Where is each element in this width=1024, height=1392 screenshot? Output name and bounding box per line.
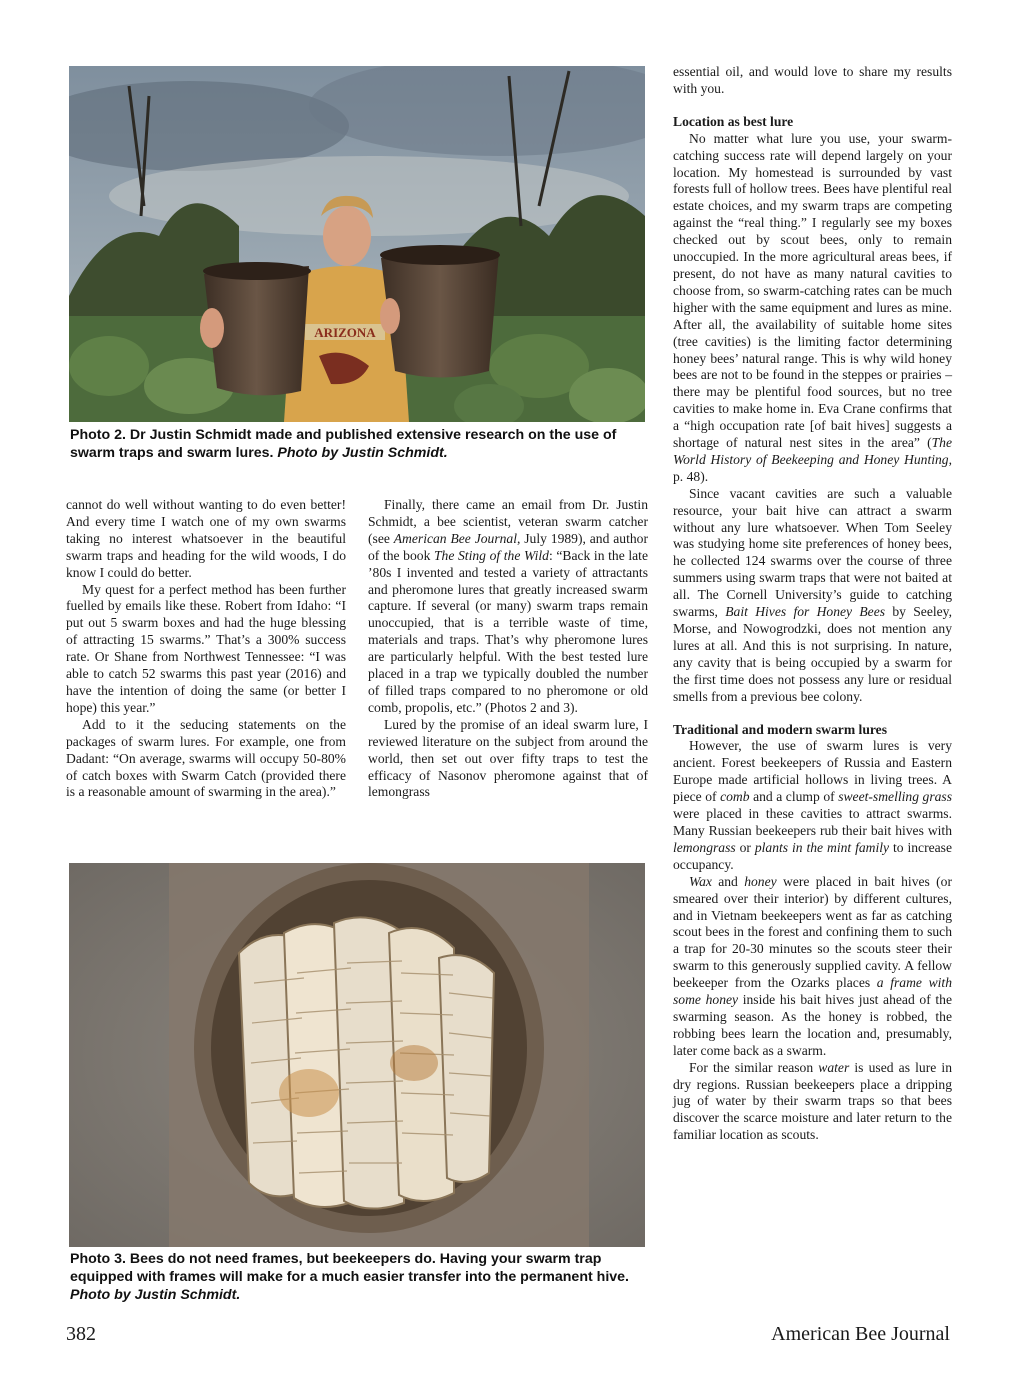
shirt-text: ARIZONA bbox=[314, 325, 376, 340]
col3-p2-text-a: Since vacant cavities are such a valuable resource, your bait hive can attract a swarm without any lure whatsoever. When Tom Seeley was studying home site preferences of honey bees, he collected 124 swarms over the course of three summers using swarm traps that were not baited at all. The Cornell University’s guide to catching swarms, bbox=[673, 485, 952, 620]
heading-traditional-modern-lures: Traditional and modern swarm lures bbox=[673, 721, 887, 737]
photo-2-swarm-traps bbox=[69, 66, 645, 422]
col3-paragraph-2 bbox=[673, 486, 952, 706]
col3-p2-book-ref: Bait Hives for Honey Bees bbox=[725, 604, 886, 620]
col3-p3-text-a: However, the use of swarm lures is very ancient. Forest beekeepers of Russia and Eastern Europe made artificial hollows in living trees. A piece of bbox=[673, 738, 952, 805]
col3-p4-wax: Wax bbox=[689, 873, 712, 889]
col2-paragraph-1 bbox=[368, 497, 648, 717]
photo-2-image bbox=[69, 66, 645, 422]
photo-3-credit: Photo by Justin Schmidt. bbox=[70, 1287, 241, 1304]
col3-p5-text-b: is used as lure in dry regions. Russian beekeepers place a dripping jug of water by their swarm traps so that bees discover the scarce moisture and later return to the familiar location as scouts. bbox=[673, 1059, 952, 1143]
col3-paragraph-0: essential oil, and would love to share my results with you. bbox=[673, 64, 952, 96]
col3-p4-text-b: were placed in bait hives (or smeared over their interior) by different cultures, and in Vietnam beekeepers went as far as catching scout bees in the forest and confining them to such a trap for 20-30 minutes so the scouts steer their swarm to this generously supplied cavity. A fellow beekeeper from the Ozarks places bbox=[673, 873, 952, 991]
col2-p1-book: The Sting of the Wild bbox=[434, 547, 549, 563]
col2-p1-text-a: Finally, there came an email from Dr. Justin Schmidt, a bee scientist, veteran swarm catcher (see bbox=[368, 497, 648, 546]
col3-p4-honey: honey bbox=[744, 873, 777, 889]
photo-3-image bbox=[69, 863, 645, 1247]
col3-p4-text-a: and bbox=[711, 873, 745, 889]
column-2 bbox=[368, 497, 648, 801]
col1-paragraph-1: cannot do well without wanting to do even better! And every time I watch one of my own swarms taking no interest whatsoever in the beautiful swarm traps and heading for the wild woods, I do know I could do better. bbox=[66, 497, 346, 580]
col3-p1-text-a: No matter what lure you use, your swarm-catching success rate will depend largely on your location. My homestead is surrounded by vast forests full of hollow trees. Bees have plentiful real estate choices, and my swarm traps are competing against the “real thing.” I regularly see my boxes checked out by scout bees, only to remain unoccupied. In the more agricultural areas bees, if present, do not have as many natural cavities to choose from, so swarm-catching rates can be much higher with the same equipment and lures as mine. After all, the availability of suitable home sites (tree cavities) is the limiting factor determining honey bees’ natural range. This is why wild honey bees are not to be found in the steppes or prairies – there may be plentiful food sources, but no tree cavities to make home in. Eva Crane confirms that a “high occupation rate [of bait hives] suggests a shortage of natural nest sites in the area” ( bbox=[673, 130, 952, 451]
col3-paragraph-3 bbox=[673, 738, 952, 873]
photo-3-caption-text: Photo 3. Bees do not need frames, but beekeepers do. Having your swarm trap equipped with frames will make for a much easier transfer into the permanent hive. bbox=[70, 1251, 629, 1286]
col3-p3-comb: comb bbox=[720, 789, 750, 805]
col3-p3-text-c: were placed in these cavities to attract swarms. Many Russian beekeepers rub their bait hives with bbox=[673, 806, 952, 838]
col3-p3-text-b: and a clump of bbox=[749, 789, 839, 805]
photo-2-caption-text: Photo 2. Dr Justin Schmidt made and published extensive research on the use of swarm traps and swarm lures. bbox=[70, 427, 617, 462]
col3-p1-text-b: , p. 48). bbox=[673, 451, 952, 484]
col3-p1-book-ref: The World History of Beekeeping and Honey Hunting bbox=[673, 435, 952, 467]
col3-paragraph-4 bbox=[673, 874, 952, 1060]
photo-2-credit: Photo by Justin Schmidt. bbox=[277, 445, 448, 462]
col3-p3-lemongrass: lemongrass bbox=[673, 839, 736, 855]
col3-p4-frame: a frame with some honey bbox=[673, 975, 952, 1008]
photo-2-caption bbox=[70, 426, 650, 462]
col3-p3-mint: plants in the mint family bbox=[754, 839, 890, 855]
page-number: 382 bbox=[66, 1323, 96, 1345]
photo-3-comb-in-trap bbox=[69, 863, 645, 1247]
col3-p3-grass: sweet-smelling grass bbox=[838, 789, 952, 805]
col2-p1-text-b: , July 1989), and author of the book bbox=[368, 530, 648, 563]
col2-p1-text-c: : “Back in the late ’80s I invented and tested a variety of attractants and pheromone lures that greatly increased swarm capture. If several (or many) swarm traps remain unoccupied, that is a terrible waste of time, materials and traps. That’s why pheromone lures are particularly helpful. With the best tested lure placed in a trap we typically doubled the number of filled traps compared to no pheromone or old comb, propolis, etc.” (Photos 2 and 3). bbox=[368, 547, 648, 715]
heading-location-best-lure: Location as best lure bbox=[673, 113, 794, 129]
col2-paragraph-2: Lured by the promise of an ideal swarm lure, I reviewed literature on the subject from around the world, then set out over fifty traps to test the efficacy of Nasonov pheromone against that of lemongrass bbox=[368, 716, 648, 800]
journal-name: American Bee Journal bbox=[771, 1323, 950, 1345]
column-3 bbox=[673, 64, 952, 1144]
photo-3-caption bbox=[70, 1250, 650, 1305]
col3-p3-text-e: to increase occupancy. bbox=[673, 839, 952, 872]
col3-p2-text-b: by Seeley, Morse, and Nowogrodzki, does not mention any lures at all. And this is not surprising. In nature, any cavity that is being occupied by a swarm for the first time does not possess any lure or residual smells from a previous bee colony. bbox=[673, 604, 952, 704]
col1-paragraph-3: Add to it the seducing statements on the packages of swarm lures. For example, one from Dadant: “On average, swarms will occupy 50-80% of catch boxes with Swarm Catch (provided there is a reasonable amount of swarming in the area).” bbox=[66, 716, 346, 800]
col3-p4-text-c: inside his bait hives just ahead of the swarming season. As the honey is robbed, the robbing bees learn the location and, presumably, later come back as a swarm. bbox=[673, 992, 952, 1058]
col2-p1-journal: American Bee Journal bbox=[393, 530, 517, 546]
col3-p3-text-d: or bbox=[735, 839, 755, 855]
column-1 bbox=[66, 497, 346, 801]
col3-paragraph-1 bbox=[673, 131, 952, 486]
col1-paragraph-2: My quest for a perfect method has been further fuelled by emails like these. Robert from Idaho: “I put out 5 swarm boxes and had the huge blessing of attracting 15 swarms.” That’s a 300% success rate. Or Shane from Northwest Tennessee: “I was able to catch 52 swarms this past year (2016) and have the intention of doing the same (or better I hope) this year.” bbox=[66, 581, 346, 715]
col3-paragraph-5 bbox=[673, 1060, 952, 1145]
col3-p5-text-a: For the similar reason bbox=[689, 1059, 819, 1075]
col3-p5-water: water bbox=[818, 1059, 850, 1075]
